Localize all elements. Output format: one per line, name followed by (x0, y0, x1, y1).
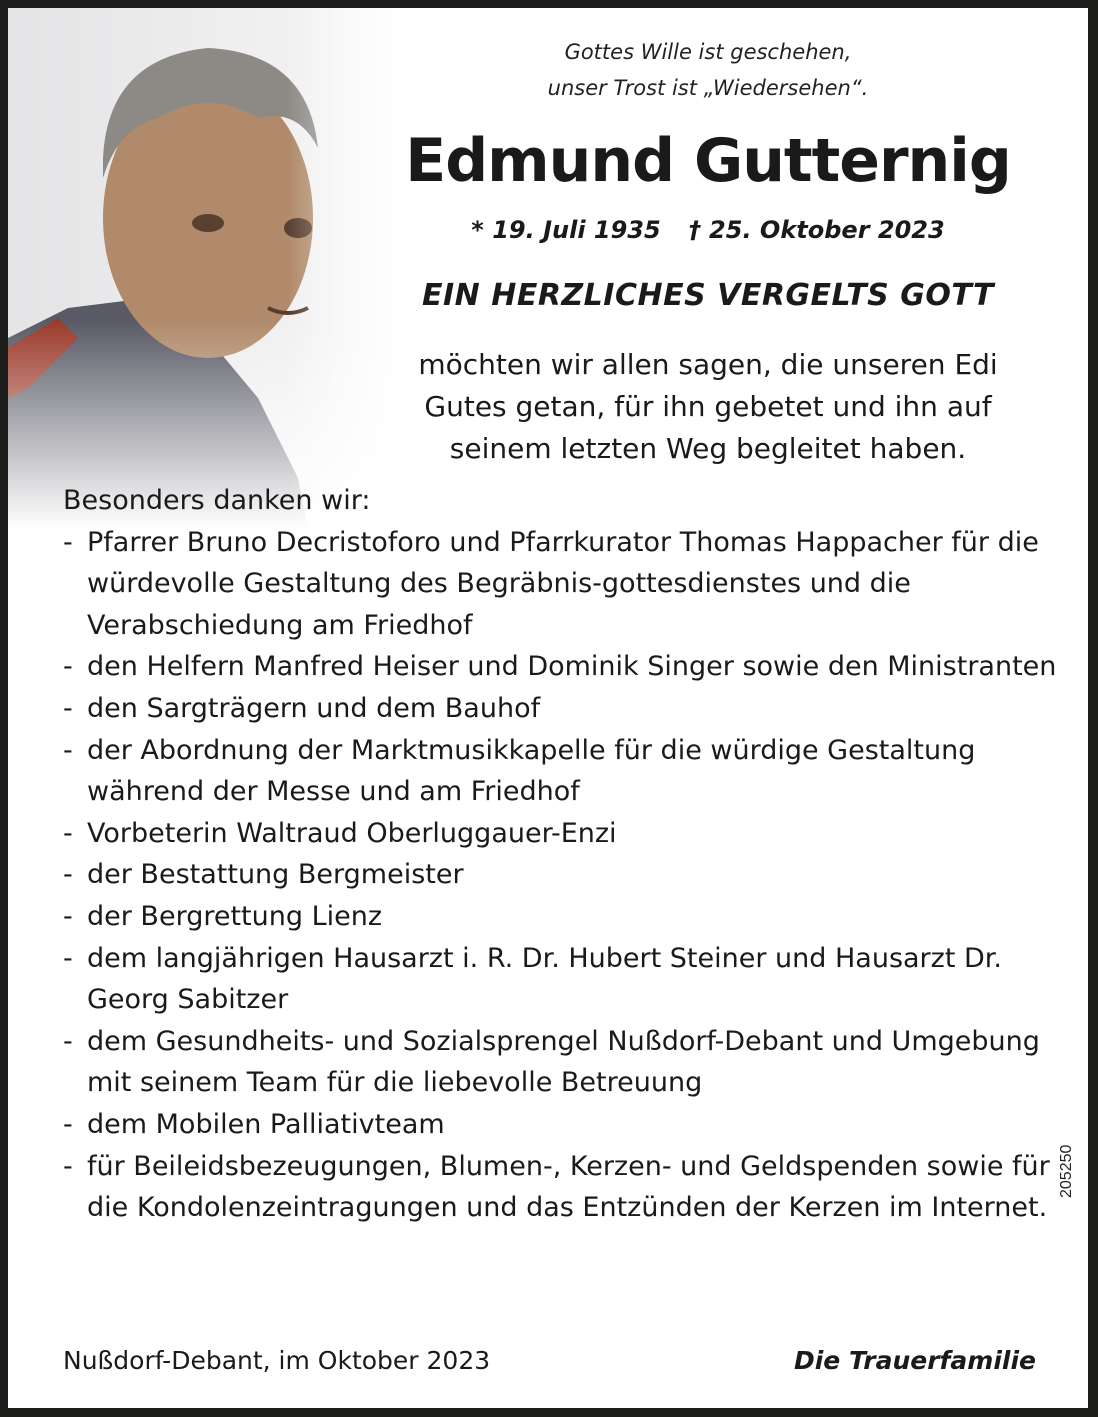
place-date: Nußdorf-Debant, im Oktober 2023 (63, 1346, 491, 1375)
motto-verse (448, 34, 968, 106)
list-heading: Besonders danken wir: (63, 485, 371, 516)
list-item-text: dem Mobilen Palliativteam (87, 1108, 445, 1140)
list-item-text: den Helfern Manfred Heiser und Dominik Singer sowie den Ministranten (87, 651, 1057, 683)
list-item (63, 730, 1063, 813)
list-item-text: der Bergrettung Lienz (87, 900, 383, 932)
dash-bullet: - (63, 1025, 73, 1057)
death-date: † 25. Oktober 2023 (688, 216, 945, 244)
dash-bullet: - (63, 526, 73, 558)
list-item (63, 813, 1063, 855)
list-item-text: Pfarrer Bruno Decristoforo und Pfarrkurator Thomas Happacher für die würdevolle Gestaltung des Begräbnis-gottesdienstes und die Verabschiedung am Friedhof (87, 526, 1039, 641)
list-item (63, 1104, 1063, 1146)
dash-bullet: - (63, 1150, 73, 1182)
motto-line: unser Trost ist „Wiedersehen“. (547, 76, 869, 100)
dash-bullet: - (63, 734, 73, 766)
dash-bullet: - (63, 1108, 73, 1140)
list-item (63, 1021, 1063, 1104)
portrait-photo (8, 8, 408, 528)
list-item (63, 854, 1063, 896)
dash-bullet: - (63, 942, 73, 974)
obituary-notice (8, 8, 1088, 1408)
list-item (63, 896, 1063, 938)
intro-text: möchten wir allen sagen, die unseren Edi Gutes getan, für ihn gebetet und ihn auf seinem letzten Weg begleitet haben. (418, 348, 998, 465)
list-item-text: Vorbeterin Waltraud Oberluggauer-Enzi (87, 817, 617, 849)
dash-bullet: - (63, 651, 73, 683)
list-item-text: den Sargträgern und dem Bauhof (87, 692, 541, 724)
list-item (63, 938, 1063, 1021)
ad-code: 205250 (1058, 1144, 1075, 1198)
thanks-heading: EIN HERZLICHES VERGELTS GOTT (422, 278, 994, 313)
signature: Die Trauerfamilie (793, 1346, 1036, 1375)
dash-bullet: - (63, 859, 73, 891)
dash-bullet: - (63, 817, 73, 849)
list-item-text: der Abordnung der Marktmusikkapelle für die würdige Gestaltung während der Messe und am Friedhof (87, 734, 976, 808)
motto-line: Gottes Wille ist geschehen, (564, 40, 852, 64)
list-item (63, 1146, 1063, 1229)
list-item-text: für Beileidsbezeugungen, Blumen-, Kerzen- und Geldspenden sowie für die Kondolenzeintragungen und das Entzünden der Kerzen im Internet. (87, 1150, 1050, 1224)
thanks-list-section (63, 480, 1063, 1229)
dash-bullet: - (63, 692, 73, 724)
list-item-text: dem langjährigen Hausarzt i. R. Dr. Hubert Steiner und Hausarzt Dr. Georg Sabitzer (87, 942, 1002, 1016)
dash-bullet: - (63, 900, 73, 932)
life-dates (388, 216, 1028, 244)
list-item (63, 646, 1063, 688)
list-item-text: der Bestattung Bergmeister (87, 859, 464, 891)
birth-date: * 19. Juli 1935 (471, 216, 661, 244)
list-item-text: dem Gesundheits- und Sozialsprengel Nußdorf-Debant und Umgebung mit seinem Team für die liebevolle Betreuung (87, 1025, 1040, 1099)
thanks-list (63, 522, 1063, 1229)
deceased-name: Edmund Gutternig (405, 126, 1011, 196)
list-item (63, 688, 1063, 730)
list-item (63, 522, 1063, 647)
